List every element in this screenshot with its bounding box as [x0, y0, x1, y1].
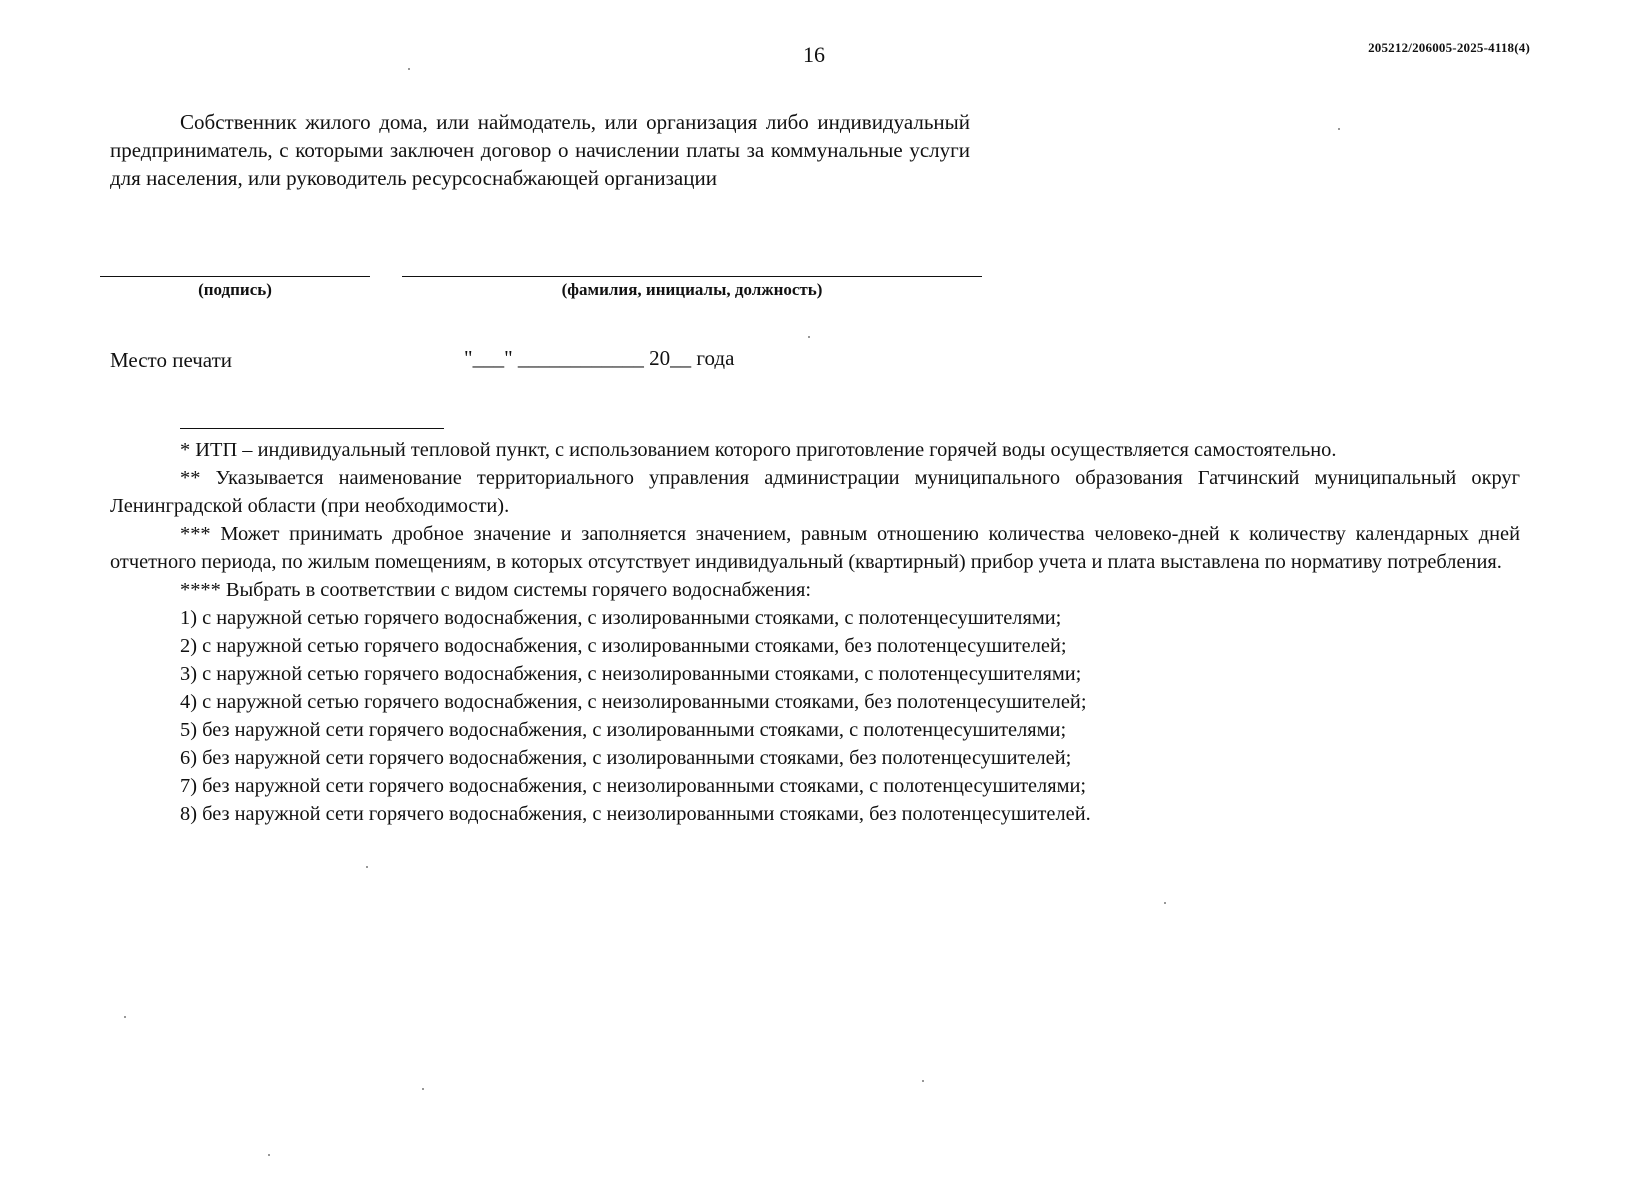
signature-caption: (подпись): [198, 280, 272, 299]
footnote-itp: * ИТП – индивидуальный тепловой пункт, с использованием которого приготовление горячей воды осуществляется самостоятельно.: [180, 439, 1337, 461]
footnote-territorial: ** Указывается наименование территориального управления администрации муниципального образования Гатчинский муниципальный округ Ленинградской области (при необходимости).: [110, 467, 1520, 517]
page-number: 16: [803, 42, 825, 67]
name-position-line: [402, 276, 982, 277]
footnote-choose-intro: **** Выбрать в соответствии с видом системы горячего водоснабжения:: [180, 579, 812, 601]
scan-speck: [1164, 902, 1166, 904]
list-item: 3) с наружной сетью горячего водоснабжения, с неизолированными стояками, с полотенцесушителями;: [180, 663, 1082, 685]
list-item: 1) с наружной сетью горячего водоснабжения, с изолированными стояками, с полотенцесушителями;: [180, 607, 1062, 629]
scan-speck: [408, 68, 410, 70]
footnote-fractional: *** Может принимать дробное значение и заполняется значением, равным отношению количества человеко-дней к количеству календарных дней отчетного периода, по жилым помещениям, в которых отсутствует индивидуальный (квартирный) прибор учета и плата выставлена по нормативу потребления.: [110, 523, 1520, 573]
scan-speck: [366, 866, 368, 868]
list-item: 7) без наружной сети горячего водоснабжения, с неизолированными стояками, с полотенцесушителями;: [180, 775, 1087, 797]
list-item: 4) с наружной сетью горячего водоснабжения, с неизолированными стояками, без полотенцесушителей;: [180, 691, 1087, 713]
list-item: 6) без наружной сети горячего водоснабжения, с изолированными стояками, без полотенцесушителей;: [180, 747, 1072, 769]
seal-place-label: Место печати: [110, 348, 233, 372]
scan-speck: [808, 336, 810, 338]
list-item: 2) с наружной сетью горячего водоснабжения, с изолированными стояками, без полотенцесушителей;: [180, 635, 1067, 657]
list-item: 5) без наружной сети горячего водоснабжения, с изолированными стояками, с полотенцесушителями;: [180, 719, 1067, 741]
scan-speck: [1338, 128, 1340, 130]
date-placeholder: "___" ____________ 20__ года: [464, 346, 735, 370]
signature-line: [100, 276, 370, 277]
scan-speck: [422, 1088, 424, 1090]
name-position-caption: (фамилия, инициалы, должность): [561, 280, 823, 299]
list-item: 8) без наружной сети горячего водоснабжения, с неизолированными стояками, без полотенцесушителей.: [180, 803, 1091, 825]
footnotes: [110, 436, 1520, 828]
signer-description: Собственник жилого дома, или наймодатель, или организация либо индивидуальный предприниматель, с которыми заключен договор о начислении платы за коммунальные услуги для населения, или руководитель ресурсоснабжающей организации: [110, 110, 970, 190]
scan-speck: [922, 1080, 924, 1082]
scan-speck: [268, 1154, 270, 1156]
document-id: 205212/206005-2025-4118(4): [1368, 40, 1530, 55]
scan-speck: [124, 1016, 126, 1018]
footnote-separator: [180, 428, 444, 429]
